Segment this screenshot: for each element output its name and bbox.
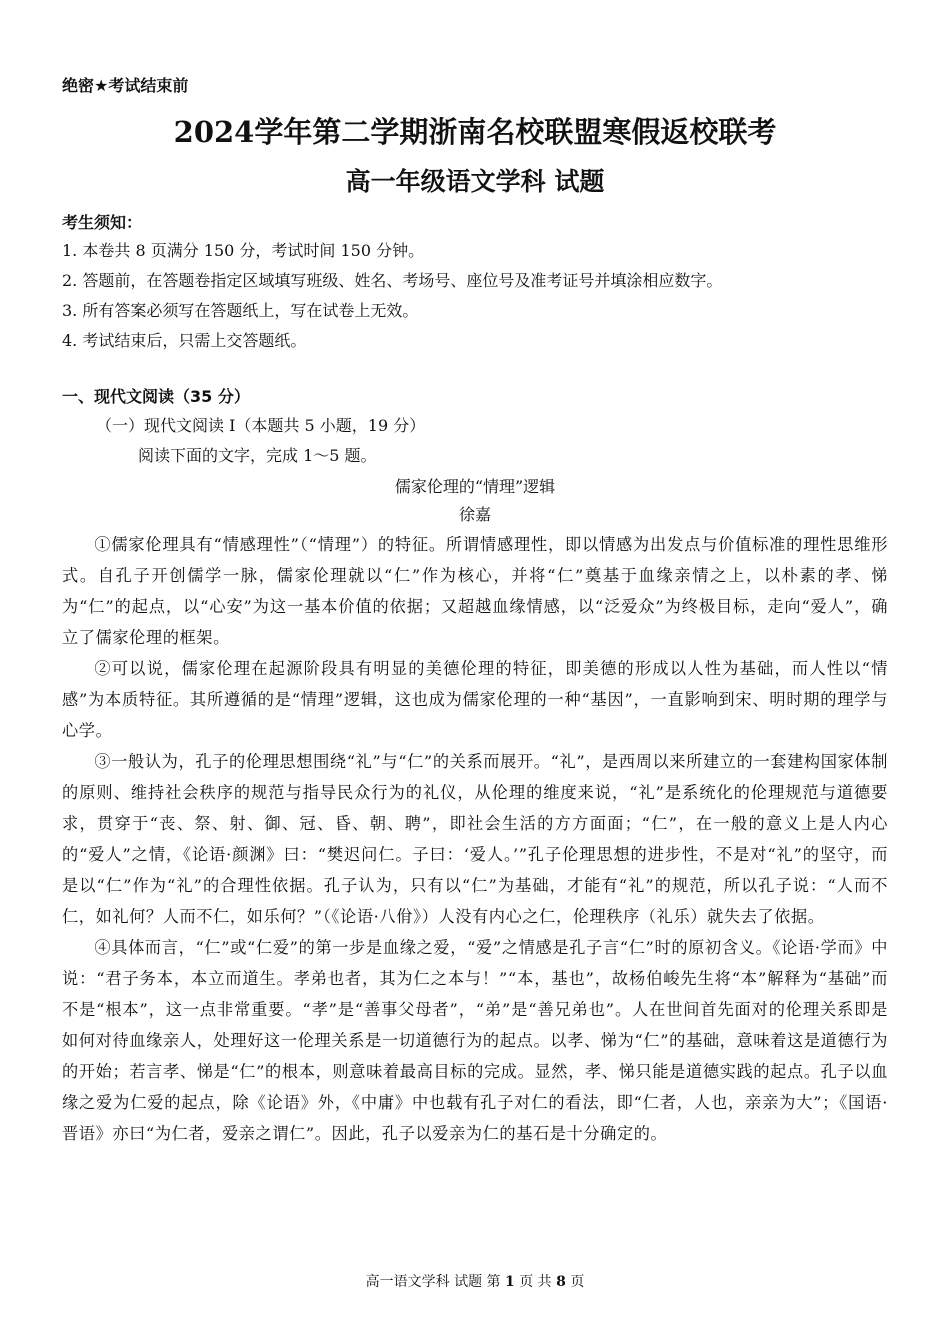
- footer-end: 页: [570, 1274, 585, 1290]
- footer-page-number: 1: [505, 1274, 515, 1290]
- article-paragraph: ④具体而言，“仁”或“仁爱”的第一步是血缘之爱，“爱”之情感是孔子言“仁”时的原初含义。《论语·学而》中说：“君子务本，本立而道生。孝弟也者，其为仁之本与！”“本，基也”，故杨伯峻先生将“本”解释为“基础”而不是“根本”，这一点非常重要。“孝”是“善事父母者”，“弟”是“善兄弟也”。人在世间首先面对的伦理关系即是如何对待血缘亲人，处理好这一伦理关系是一切道德行为的起点。以孝、悌为“仁”的基础，意味着这是道德行为的开始；若言孝、悌是“仁”的根本，则意味着最高目标的完成。显然，孝、悌只能是道德实践的起点。孔子以血缘之爱为仁爱的起点，除《论语》外，《中庸》中也载有孔子对仁的看法，即“仁者，人也，亲亲为大”；《国语·晋语》亦曰“为仁者，爱亲之谓仁”。因此，孔子以爱亲为仁的基石是十分确定的。: [62, 938, 888, 1143]
- reading-instruction: 阅读下面的文字，完成 1～5 题。: [138, 446, 377, 465]
- notice-item: 4. 考试结束后，只需上交答题纸。: [62, 331, 307, 350]
- footer-mid: 页 共: [519, 1274, 552, 1290]
- notice-block: [62, 210, 888, 356]
- confidential-label: 绝密★考试结束前: [62, 76, 189, 95]
- article-paragraph: ②可以说，儒家伦理在起源阶段具有明显的美德伦理的特征，即美德的形成以人性为基础，而人性以“情感”为本质特征。其所遵循的是“情理”逻辑，这也成为儒家伦理的一种“基因”，一直影响到宋、明时期的理学与心学。: [62, 659, 888, 740]
- article-author: 徐嘉: [458, 505, 491, 524]
- section-subheading: （一）现代文阅读 I（本题共 5 小题，19 分）: [96, 416, 426, 435]
- page-footer: [0, 1272, 950, 1292]
- section-heading: 一、现代文阅读（35 分）: [62, 387, 250, 406]
- exam-title: 2024学年第二学期浙南名校联盟寒假返校联考: [173, 115, 777, 149]
- notice-item: 2. 答题前，在答题卷指定区域填写班级、姓名、考场号、座位号及准考证号并填涂相应数字。: [62, 271, 723, 290]
- article-paragraph: ③一般认为，孔子的伦理思想围绕“礼”与“仁”的关系而展开。“礼”，是西周以来所建立的一套建构国家体制的原则、维持社会秩序的规范与指导民众行为的礼仪，从伦理的维度来说，“礼”是系统化的伦理规范与道德要求，贯穿于“丧、祭、射、御、冠、昏、朝、聘”，即社会生活的方方面面；“仁”，在一般的意义上是人内心的“爱人”之情，《论语·颜渊》曰：“樊迟问仁。子曰：‘爱人。’”孔子伦理思想的进步性，不是对“礼”的坚守，而是以“仁”作为“礼”的合理性依据。孔子认为，只有以“仁”为基础，才能有“礼”的规范，所以孔子说：“人而不仁，如礼何？人而不仁，如乐何？”（《论语·八佾》）人没有内心之仁，伦理秩序（礼乐）就失去了依据。: [62, 752, 888, 926]
- article-paragraph: ①儒家伦理具有“情感理性”（“情理”）的特征。所谓情感理性，即以情感为出发点与价值标准的理性思维形式。自孔子开创儒学一脉，儒家伦理就以“仁”作为核心，并将“仁”奠基于血缘亲情之上，以朴素的孝、悌为“仁”的起点，以“心安”为这一基本价值的依据；又超越血缘情感，以“泛爱众”为终极目标，走向“爱人”，确立了儒家伦理的框架。: [62, 535, 888, 647]
- notice-list: [62, 236, 888, 356]
- article-title: 儒家伦理的“情理”逻辑: [394, 477, 556, 496]
- footer-total-pages: 8: [556, 1274, 566, 1290]
- notice-item: 1. 本卷共 8 页满分 150 分，考试时间 150 分钟。: [62, 241, 425, 260]
- article: [62, 473, 888, 1149]
- footer-subject: 高一语文学科 试题 第: [365, 1274, 501, 1290]
- exam-subtitle: 高一年级语文学科 试题: [345, 167, 605, 196]
- notice-item: 3. 所有答案必须写在答题纸上，写在试卷上无效。: [62, 301, 419, 320]
- notice-heading: 考生须知：: [62, 213, 143, 232]
